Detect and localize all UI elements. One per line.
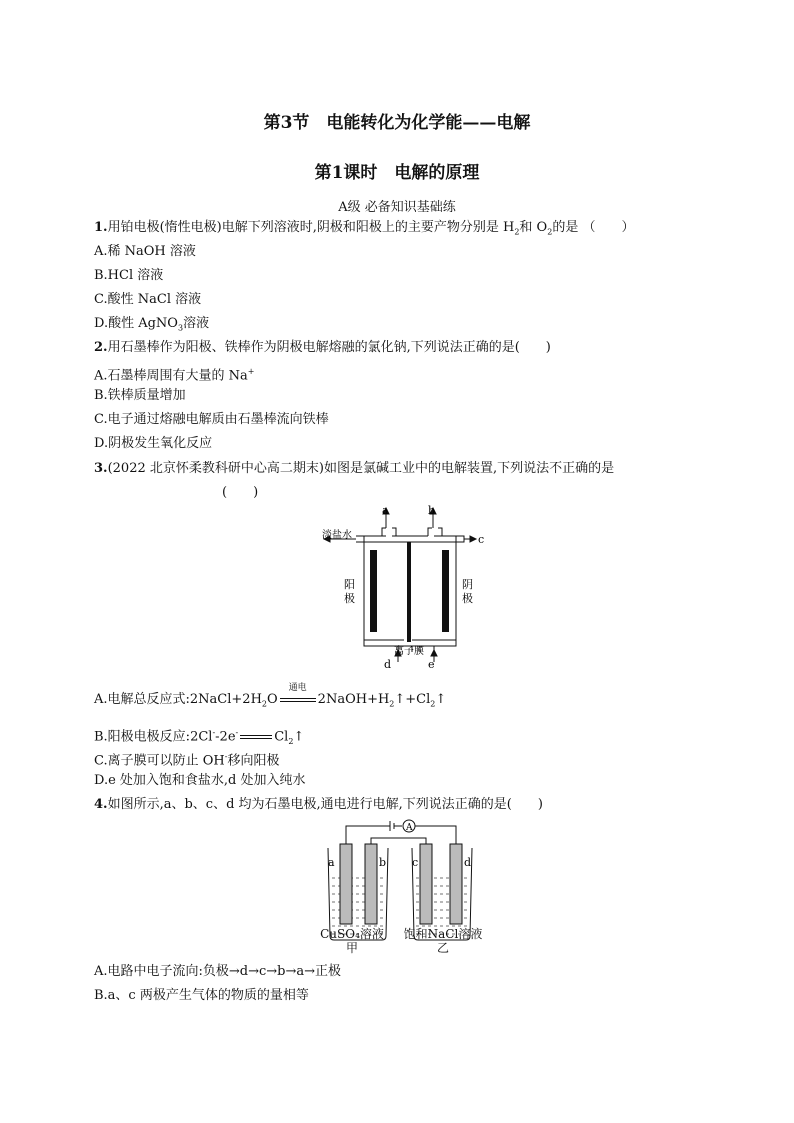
electrode-a bbox=[340, 844, 352, 924]
fig-cathode-2: 极 bbox=[462, 592, 473, 605]
fig-label-d: d bbox=[384, 658, 392, 670]
fig-label-a: a bbox=[382, 504, 389, 517]
q3-option-b[interactable]: B.阳极电极反应:2Cl--2e- $Cl_2↑$ bbox=[94, 728, 305, 746]
electrolysis-condition: 通电 bbox=[288, 683, 307, 693]
fig-label-c: c bbox=[478, 533, 485, 546]
q1-number: 1. bbox=[94, 220, 108, 235]
q2-stem: 2.用石墨棒作为阳极、铁棒作为阴极电解熔融的氯化钠,下列说法正确的是( ) bbox=[94, 340, 551, 355]
fig-label-b: b bbox=[428, 504, 436, 517]
chlor-alkali-cell-diagram bbox=[316, 504, 486, 670]
cathode-rod bbox=[442, 550, 449, 632]
fig-anode-1: 阳 bbox=[344, 578, 355, 591]
level-heading: A级 必备知识基础练 bbox=[338, 200, 456, 215]
q3-answer-bracket: ( ) bbox=[222, 485, 259, 500]
q3-option-d[interactable]: D.e 处加入饱和食盐水,d 处加入纯水 bbox=[94, 773, 306, 788]
fig4-label-c: c bbox=[412, 856, 419, 869]
q4-option-a[interactable]: A.电路中电子流向:负极→d→c→b→a→正极 bbox=[94, 964, 342, 979]
q2-option-d[interactable]: D.阴极发生氧化反应 bbox=[94, 436, 213, 451]
fig-label-e: e bbox=[428, 658, 435, 670]
ion-membrane bbox=[407, 542, 411, 642]
electrode-d bbox=[450, 844, 462, 924]
q1-option-b[interactable]: B.HCl 溶液 bbox=[94, 268, 164, 283]
fig4-label-b: b bbox=[379, 856, 387, 869]
fig4-label-a: a bbox=[328, 856, 335, 869]
electrode-c bbox=[420, 844, 432, 924]
section-title: 第3节 电能转化为化学能——电解 bbox=[263, 113, 531, 133]
q2-option-c[interactable]: C.电子通过熔融电解质由石墨棒流向铁棒 bbox=[94, 412, 329, 427]
ammeter-symbol: A bbox=[406, 823, 413, 833]
fig-dilute-brine: 淡盐水 bbox=[322, 530, 352, 541]
q3-option-c[interactable]: C.离子膜可以防止 OH-移向阳极 bbox=[94, 752, 280, 769]
fig-anode-2: 极 bbox=[344, 592, 355, 605]
q2-option-a[interactable]: A.石墨棒周围有大量的 Na+ bbox=[94, 367, 255, 384]
fig-cathode-1: 阴 bbox=[462, 578, 473, 591]
lesson-title: 第1课时 电解的原理 bbox=[314, 163, 480, 183]
q1-option-a[interactable]: A.稀 NaOH 溶液 bbox=[94, 244, 196, 259]
caption-left-name: 甲 bbox=[345, 941, 358, 955]
q1-option-c[interactable]: C.酸性 NaCl 溶液 bbox=[94, 292, 202, 307]
q1-stem: 1.用铂电极(惰性电极)电解下列溶液时,阴极和阳极上的主要产物分别是 $H_2$和 $O_2$的是 （ ） bbox=[94, 220, 635, 237]
q3-option-a[interactable]: A.电解总反应式$:2NaCl+2H_2O$ 通电 $2NaOH+H_2↑+Cl_2↑$ bbox=[94, 691, 446, 714]
fig-membrane-label: 离子膜 bbox=[394, 646, 424, 657]
q4-stem: 4.如图所示,a、b、c、d 均为石墨电极,通电进行电解,下列说法正确的是( ) bbox=[94, 797, 543, 812]
caption-right-name: 乙 bbox=[436, 941, 449, 955]
q3-stem: 3.(2022 北京怀柔教科研中心高二期末)如图是氯碱工业中的电解装置,下列说法不正确的是 bbox=[94, 461, 615, 476]
q4-option-b[interactable]: B.a、c 两极产生气体的物质的量相等 bbox=[94, 988, 309, 1003]
q1-option-d[interactable]: D.酸性 AgNO$_3$溶液 bbox=[94, 316, 210, 333]
q2-option-b[interactable]: B.铁棒质量增加 bbox=[94, 388, 186, 403]
fig4-label-d: d bbox=[464, 856, 472, 869]
anode-rod bbox=[370, 550, 377, 632]
caption-left-solution: CuSO₄溶液 bbox=[320, 927, 384, 941]
caption-right-solution: 饱和NaCl溶液 bbox=[403, 927, 483, 941]
electrode-b bbox=[365, 844, 377, 924]
